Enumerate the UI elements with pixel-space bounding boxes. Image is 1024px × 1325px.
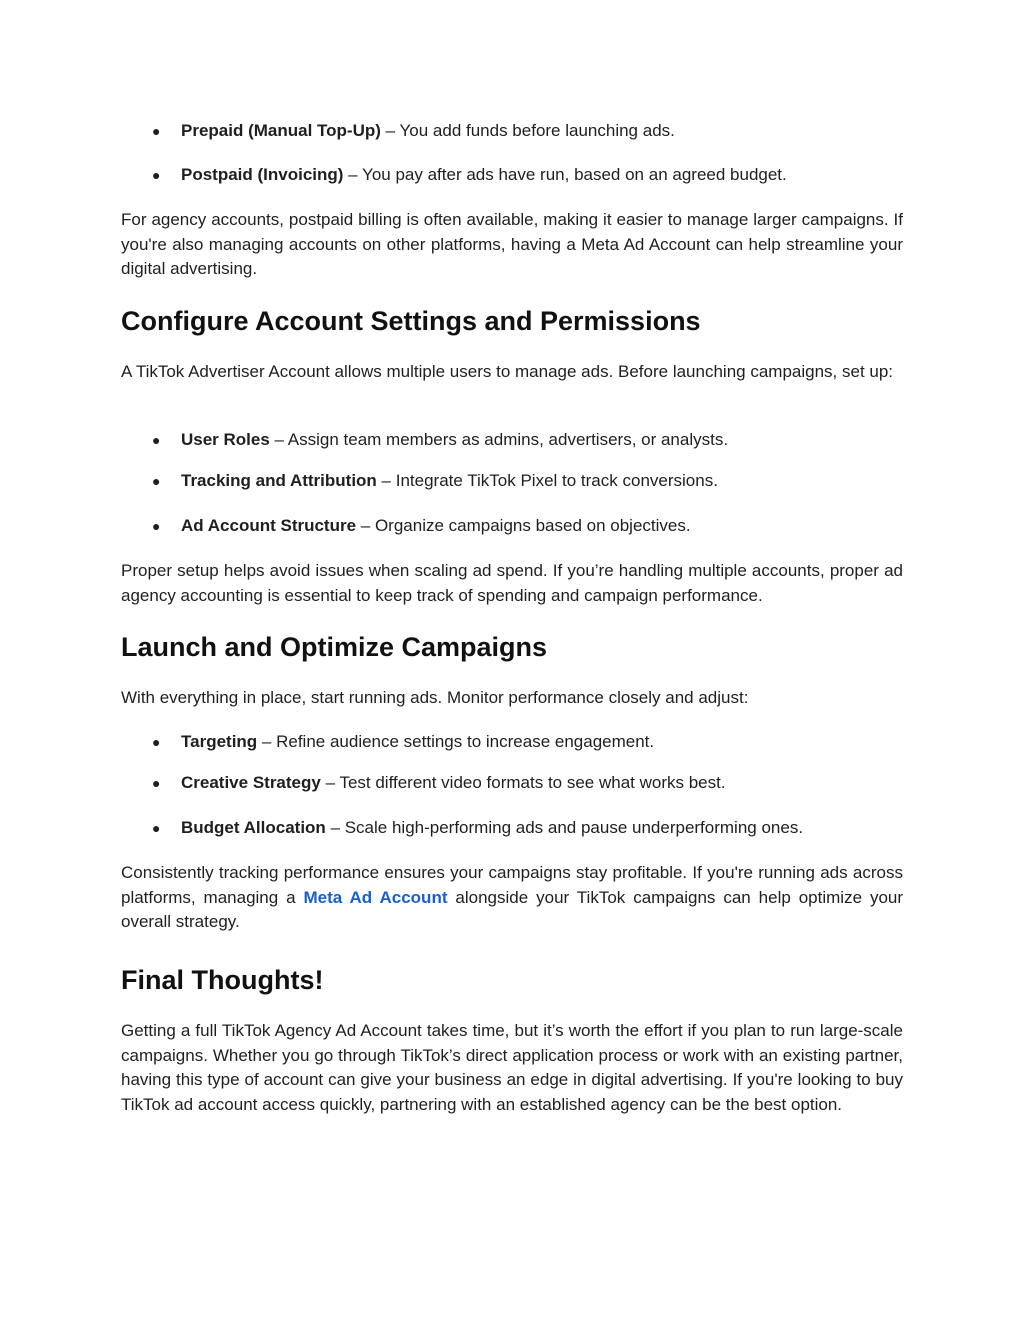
bullet-term: Prepaid (Manual Top-Up)	[181, 121, 381, 140]
bullet-term: Budget Allocation	[181, 818, 326, 837]
bullet-desc: – Organize campaigns based on objectives.	[356, 516, 691, 535]
bullet-icon: ●	[152, 820, 161, 836]
section-heading-final: Final Thoughts!	[121, 965, 324, 995]
bullet-term: Creative Strategy	[181, 773, 321, 792]
bullet-icon: ●	[152, 473, 161, 489]
paragraph	[121, 861, 903, 935]
billing-paragraph: For agency accounts, postpaid billing is often available, making it easier to manage larger campaigns. If you're also managing accounts on other platforms, having a Meta Ad Account can help streamline your digital advertising.	[121, 210, 903, 278]
bullet-desc: – You pay after ads have run, based on an agreed budget.	[343, 165, 787, 184]
paragraph	[121, 208, 903, 282]
bullet-icon: ●	[152, 432, 161, 448]
bullet-desc: – Test different video formats to see what works best.	[320, 773, 726, 792]
settings-outro: Proper setup helps avoid issues when scaling ad spend. If you’re handling multiple accounts, proper ad agency accounting is essential to keep track of spending and campaign performance.	[121, 561, 903, 605]
bullet-icon: ●	[152, 734, 161, 750]
bullet-term: User Roles	[181, 430, 270, 449]
section-heading-launch: Launch and Optimize Campaigns	[121, 632, 548, 662]
final-body: Getting a full TikTok Agency Ad Account takes time, but it’s worth the effort if you plan to run large-scale campaigns. Whether you go through TikTok’s direct application process or work with an existing partner, having this type of account can give your business an edge in digital advertising. If you're looking to buy TikTok ad account access quickly, partnering with an established agency can be the best option.	[121, 1021, 903, 1114]
bullet-desc: – Assign team members as admins, advertisers, or analysts.	[269, 430, 729, 449]
bullet-term: Targeting	[181, 732, 258, 751]
bullet-icon: ●	[152, 518, 161, 534]
bullet-icon: ●	[152, 123, 161, 139]
bullet-desc: – Integrate TikTok Pixel to track conversions.	[376, 471, 718, 490]
paragraph	[121, 360, 903, 385]
bullet-desc: – You add funds before launching ads.	[380, 121, 675, 140]
bullet-desc: – Scale high-performing ads and pause underperforming ones.	[325, 818, 804, 837]
bullet-desc: – Refine audience settings to increase engagement.	[257, 732, 655, 751]
bullet-term: Ad Account Structure	[181, 516, 357, 535]
launch-outro: Consistently tracking performance ensures your campaigns stay profitable. If you're running ads across platforms, managing a Meta Ad Account alongside your TikTok campaigns can help optimize your overall strategy.	[121, 863, 904, 931]
paragraph	[121, 559, 903, 608]
bullet-term: Tracking and Attribution	[181, 471, 377, 490]
meta-ad-account-link[interactable]: Meta Ad Account	[303, 887, 448, 907]
section-heading-settings: Configure Account Settings and Permissions	[121, 306, 701, 336]
bullet-icon: ●	[152, 775, 161, 791]
bullet-term: Postpaid (Invoicing)	[181, 165, 344, 184]
paragraph	[121, 1019, 903, 1117]
bullet-icon: ●	[152, 167, 161, 183]
launch-intro: With everything in place, start running ads. Monitor performance closely and adjust:	[121, 688, 749, 707]
paragraph	[121, 686, 903, 711]
settings-intro: A TikTok Advertiser Account allows multiple users to manage ads. Before launching campaigns, set up:	[121, 362, 894, 381]
